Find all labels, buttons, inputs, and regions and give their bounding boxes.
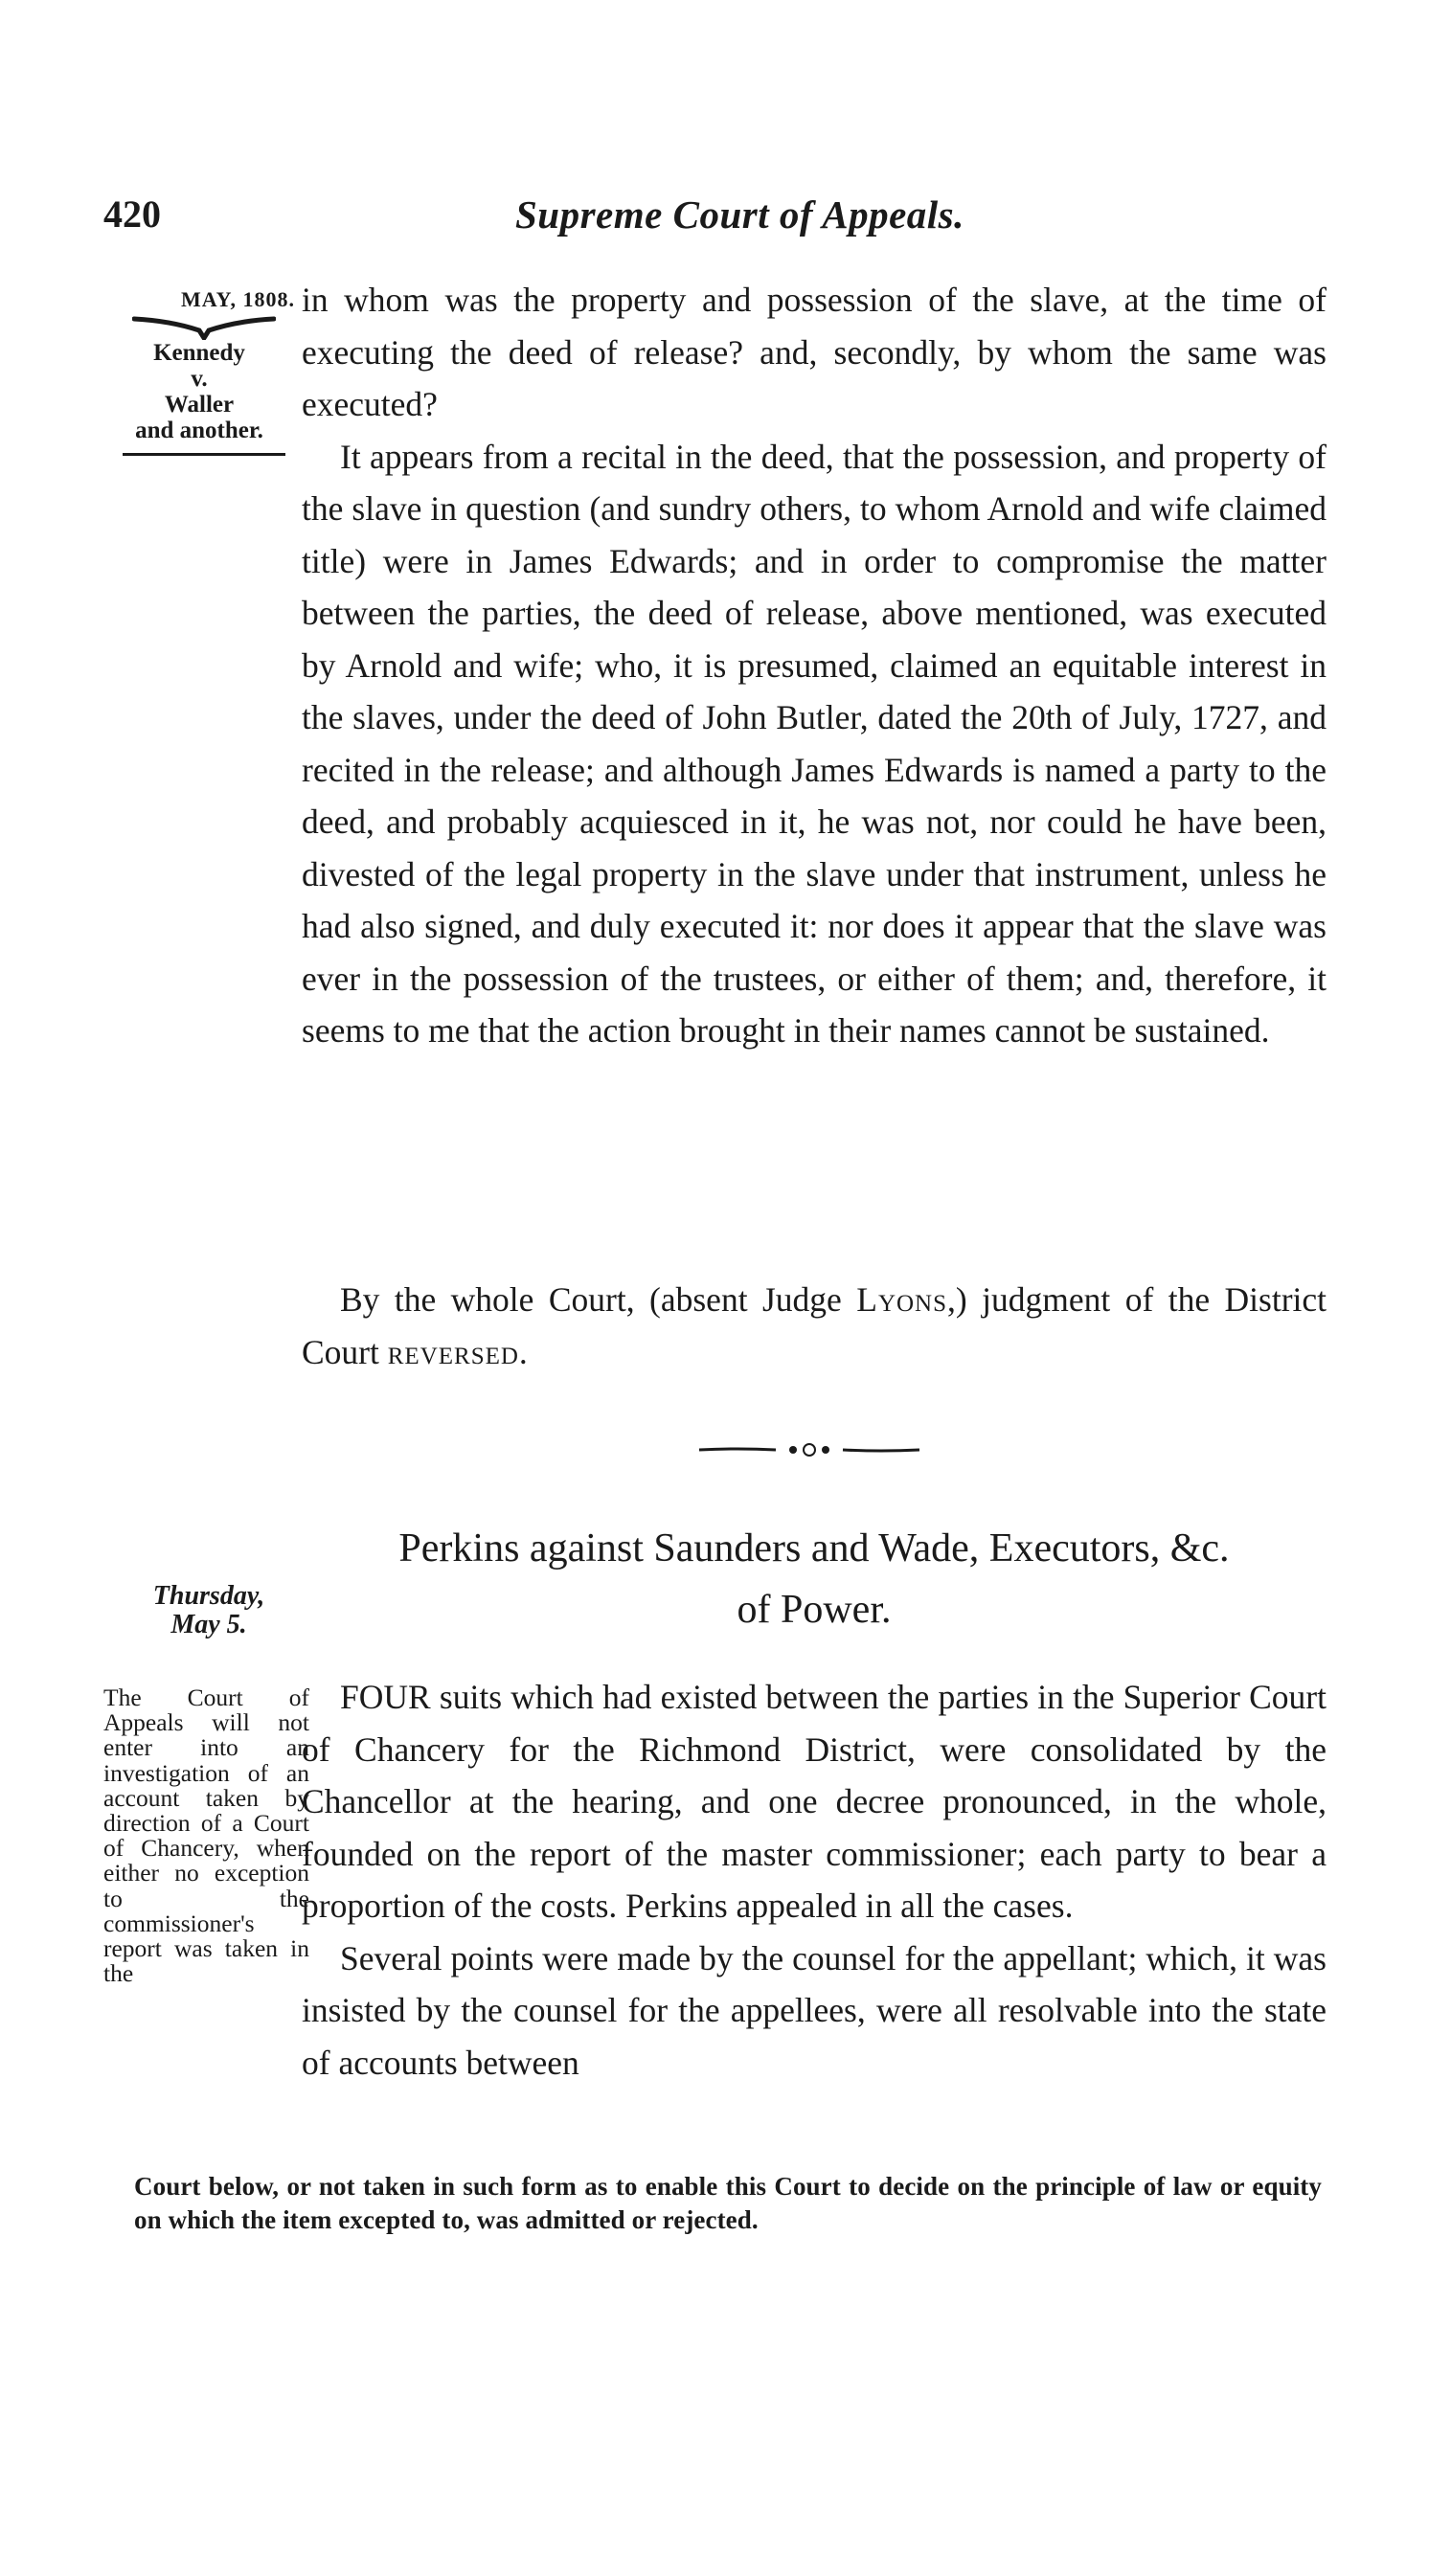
case-date xyxy=(113,1582,305,1639)
section-divider-ornament-icon xyxy=(699,1438,919,1461)
margin-case-versus: v. xyxy=(191,366,208,392)
margin-note-case-citation xyxy=(103,287,295,456)
page-number: 420 xyxy=(103,192,161,236)
case-date-month: May 5. xyxy=(170,1610,247,1639)
case-text xyxy=(302,1671,1327,2089)
judgment-text-1: By the whole Court, (absent Judge xyxy=(340,1280,857,1319)
judgment-result: reversed. xyxy=(387,1332,529,1371)
headnote-continuation-text: Court below, or not taken in such form as to enable this Court to decide on the principle of law or equity on which the item excepted to, was admitted or rejected. xyxy=(134,2172,1322,2234)
brace-ornament-icon xyxy=(132,315,276,340)
margin-rule xyxy=(123,453,285,456)
margin-case-name-1: Kennedy xyxy=(153,340,245,366)
headnote-continuation xyxy=(134,2170,1322,2237)
judge-name: Lyons xyxy=(856,1280,948,1319)
case-paragraph-2: Several points were made by the counsel for the appellant; which, it was insisted by the counsel for the appellees, were all resolvable into the state of accounts between xyxy=(302,1938,1327,2082)
judgment-text-2: ,) judgment of the District Court xyxy=(302,1280,1327,1371)
case-title-line-2: of Power. xyxy=(737,1588,892,1632)
margin-date: MAY, 1808. xyxy=(180,287,295,311)
case-title-line-1: Perkins against Saunders and Wade, Executors, &c. xyxy=(398,1526,1230,1570)
case-paragraph-1: FOUR suits which had existed between the parties in the Superior Court of Chancery for the Richmond District, were consolidated by the Chancellor at the hearing, and one decree pronounced, in the whole, founded on the report of the master commissioner; each party to bear a proportion of the costs. Perkins appealed in all the cases. xyxy=(302,1678,1327,1925)
margin-case-name-3: and another. xyxy=(135,418,263,443)
opinion-text xyxy=(302,274,1327,1057)
running-head xyxy=(103,192,1320,249)
opinion-paragraph-1: in whom was the property and possession of the slave, at the time of executing the deed of release? and, secondly, by whom the same was executed? xyxy=(302,281,1327,423)
opinion-paragraph-2: It appears from a recital in the deed, that the possession, and property of the slave in question (and sundry others, to whom Arnold and wife claimed title) were in James Edwards; and in order to compromise the matter between the parties, the deed of release, above mentioned, was executed by Arnold and wife; who, it is presumed, claimed an equitable interest in the slaves, under the deed of John Butler, dated the 20th of July, 1727, and recited in the release; and although James Edwards is named a party to the deed, and probably acquiesced in it, he was not, nor could he have been, divested of the legal property in the slave under that instrument, unless he had also signed, and duly executed it: nor does it appear that the slave was ever in the possession of the trustees, or either of them; and, therefore, it seems to me that the action brought in their names cannot be sustained. xyxy=(302,437,1327,1050)
margin-case-name-2: Waller xyxy=(164,392,235,418)
running-title: Supreme Court of Appeals. xyxy=(515,192,964,237)
case-date-day: Thursday, xyxy=(152,1581,265,1611)
case-title xyxy=(297,1518,1331,1640)
judgment-paragraph xyxy=(302,1274,1327,1378)
headnote-margin: The Court of Appeals will not enter into an investigation of an account taken by direction of a Court of Chancery, when either no exception to the commissioner's report was taken in the xyxy=(103,1683,309,1988)
